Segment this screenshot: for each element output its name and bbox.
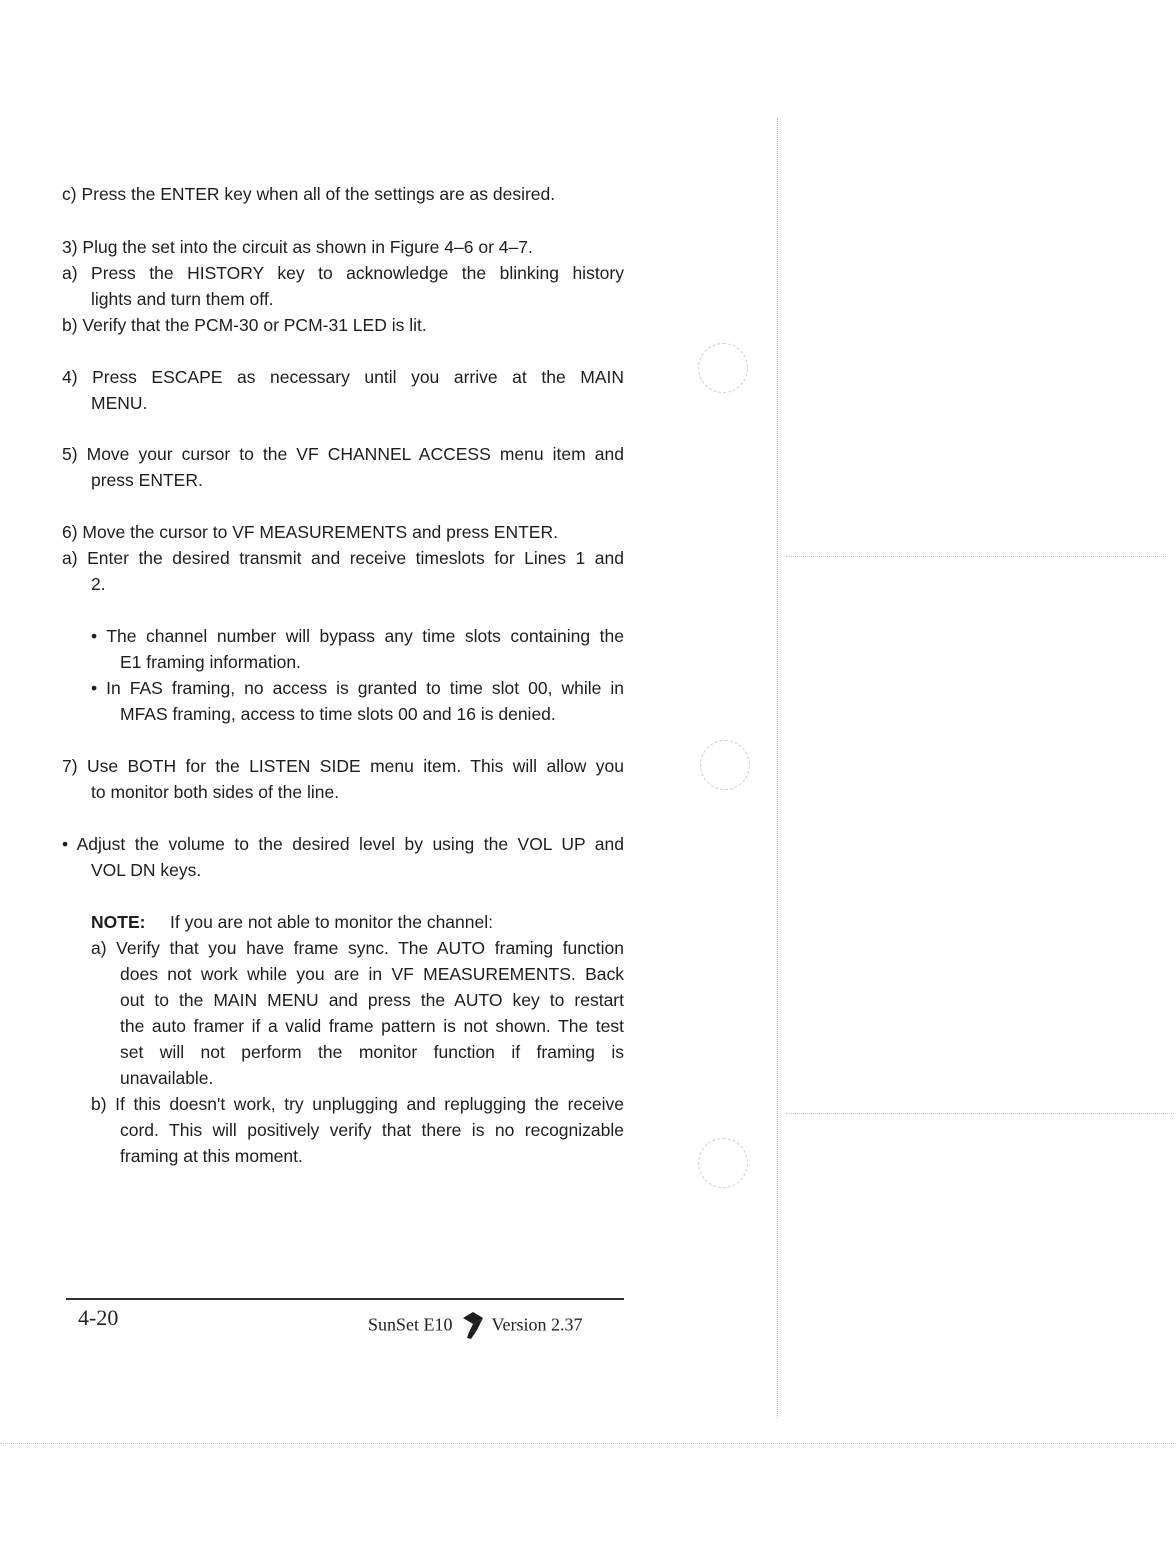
product-name: SunSet E10 — [368, 1314, 453, 1335]
bullet-volume: • Adjust the volume to the desired level by using the VOL UP and — [62, 834, 624, 854]
step-7-cont: to monitor both sides of the line. — [91, 782, 340, 802]
footer-product-version — [368, 1310, 583, 1340]
note-a-cont-4: set will not perform the monitor function if framing is — [120, 1042, 624, 1062]
note-intro: If you are not able to monitor the channel: — [170, 912, 493, 932]
bullet-channel-number-cont: E1 framing information. — [120, 652, 301, 672]
note-b-cont-1: cord. This will positively verify that there is no recognizable — [120, 1120, 624, 1140]
note-label: NOTE: — [91, 912, 146, 932]
step-5-cont: press ENTER. — [91, 470, 203, 490]
step-6: 6) Move the cursor to VF MEASUREMENTS and press ENTER. — [62, 522, 558, 542]
bullet-fas-framing-cont: MFAS framing, access to time slots 00 and 16 is denied. — [120, 704, 556, 724]
page-edge-dotted-line — [0, 1443, 1176, 1444]
punch-hole-mark — [698, 1138, 748, 1188]
sunset-logo-icon — [459, 1310, 485, 1340]
footer-rule — [66, 1298, 624, 1300]
step-3a: a) Press the HISTORY key to acknowledge the blinking history — [62, 263, 624, 283]
bullet-fas-framing: • In FAS framing, no access is granted to time slot 00, while in — [91, 678, 624, 698]
note-a-cont-5: unavailable. — [120, 1068, 214, 1088]
punch-hole-mark — [698, 343, 748, 393]
note-a-cont-1: does not work while you are in VF MEASUREMENTS. Back — [120, 964, 624, 984]
step-4: 4) Press ESCAPE as necessary until you arrive at the MAIN — [62, 367, 624, 387]
note-b: b) If this doesn't work, try unplugging and replugging the receive — [91, 1094, 624, 1114]
step-3b: b) Verify that the PCM-30 or PCM-31 LED is lit. — [62, 315, 427, 335]
step-7: 7) Use BOTH for the LISTEN SIDE menu item. This will allow you — [62, 756, 624, 776]
margin-dotted-line — [786, 1113, 1174, 1114]
binder-margin-rule — [777, 118, 778, 1418]
step-c-enter: c) Press the ENTER key when all of the settings are as desired. — [62, 184, 556, 204]
punch-hole-mark — [700, 740, 750, 790]
step-6a-cont: 2. — [91, 574, 106, 594]
step-3: 3) Plug the set into the circuit as shown in Figure 4–6 or 4–7. — [62, 237, 533, 257]
note-a-cont-2: out to the MAIN MENU and press the AUTO key to restart — [120, 990, 624, 1010]
bullet-volume-cont: VOL DN keys. — [91, 860, 202, 880]
version-label: Version 2.37 — [491, 1314, 583, 1335]
step-5: 5) Move your cursor to the VF CHANNEL ACCESS menu item and — [62, 444, 624, 464]
note-b-cont-2: framing at this moment. — [120, 1146, 303, 1166]
step-3a-cont: lights and turn them off. — [91, 289, 274, 309]
step-6a: a) Enter the desired transmit and receive timeslots for Lines 1 and — [62, 548, 624, 568]
step-4-cont: MENU. — [91, 393, 148, 413]
page-number: 4-20 — [78, 1305, 119, 1330]
bullet-channel-number: • The channel number will bypass any time slots containing the — [91, 626, 624, 646]
margin-dotted-line — [786, 556, 1166, 557]
note-a-cont-3: the auto framer if a valid frame pattern is not shown. The test — [120, 1016, 624, 1036]
note-a: a) Verify that you have frame sync. The AUTO framing function — [91, 938, 624, 958]
